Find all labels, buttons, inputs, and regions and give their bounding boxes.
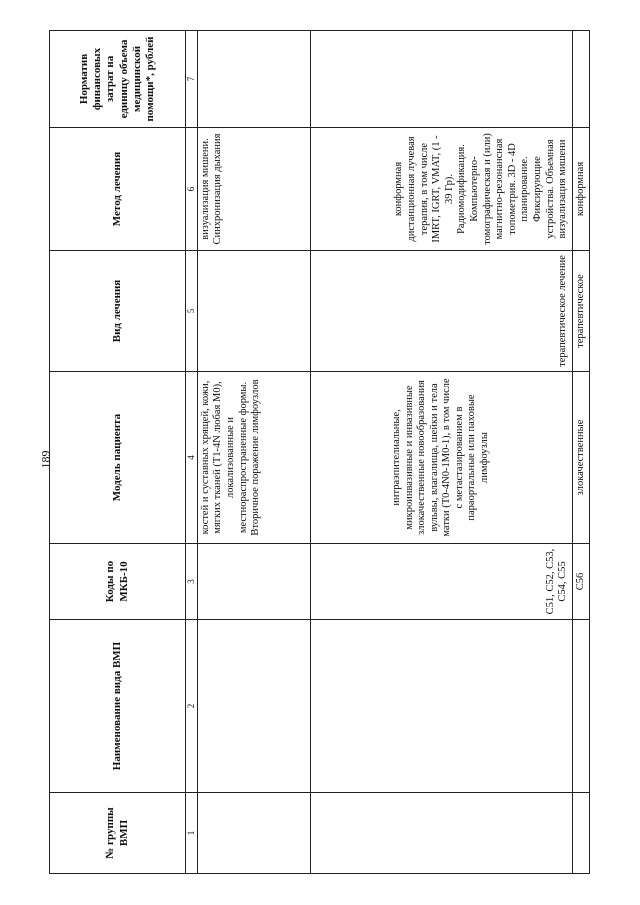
- cell-icd-codes: C56: [572, 544, 590, 620]
- cell-financial-norm: [310, 31, 572, 128]
- column-number: 6: [186, 128, 198, 251]
- cell-treatment-type: [197, 251, 310, 372]
- cell-patient-model: костей и суставных хрящей, кожи, мягких тканей (T1-4N любая M0), локализованные и местнораспространенные формы. Вторичное поражение лимфоузлов: [197, 372, 310, 544]
- cell-treatment-type: терапевтическое лечение: [310, 251, 572, 372]
- header-row: [50, 31, 186, 874]
- cell-vmp-name: [310, 620, 572, 793]
- header-patient-model: Модель пациента: [50, 372, 186, 544]
- cell-financial-norm: [572, 31, 590, 128]
- cell-treatment-method: визуализация мишени. Синхронизация дыхания: [197, 128, 310, 251]
- cell-vmp-name: [197, 620, 310, 793]
- cell-financial-norm: [197, 31, 310, 128]
- header-financial-norm: Норматив финансовых затрат на единицу объема медицинской помощи*, рублей: [50, 31, 186, 128]
- header-group-number: № группы ВМП: [50, 793, 186, 874]
- cell-patient-model: злокачественные: [572, 372, 590, 544]
- cell-treatment-method: конформная: [572, 128, 590, 251]
- table-row: [572, 31, 590, 874]
- cell-treatment-type: терапевтическое: [572, 251, 590, 372]
- column-number: 1: [186, 793, 198, 874]
- rotated-table-container: [49, 31, 597, 874]
- header-vmp-name: Наименование вида ВМП: [50, 620, 186, 793]
- header-treatment-method: Метод лечения: [50, 128, 186, 251]
- cell-group-number: [310, 793, 572, 874]
- header-treatment-type: Вид лечения: [50, 251, 186, 372]
- cell-vmp-name: [572, 620, 590, 793]
- cell-treatment-method: конформная дистанционная лучевая терапия, в том числе IMRT, IGRT, VMAT, (1 - 39 Гр). Радиомодификация. Компьютерно-томографическая и (или) магнитно-резонансная топометрия. 3D - 4D планирование. Фиксирующие устройства. Объемная визуализация мишени: [310, 128, 572, 251]
- cell-icd-codes: [197, 544, 310, 620]
- cell-icd-codes: C51, C52, C53, C54, C55: [310, 544, 572, 620]
- cell-patient-model: интраэпителиальные, микроинвазивные и инвазивные злокачественные новообразования вульвы, влагалища, шейки и тела матки (T0-4N0-1M0-1), в том числе с метастазированием в параортальные или паховые лимфоузлы: [310, 372, 572, 544]
- column-number: 3: [186, 544, 198, 620]
- table-row: [197, 31, 310, 874]
- table-row: [310, 31, 572, 874]
- column-number: 5: [186, 251, 198, 372]
- column-number: 4: [186, 372, 198, 544]
- column-number: 2: [186, 620, 198, 793]
- cell-group-number: [572, 793, 590, 874]
- column-number: 7: [186, 31, 198, 128]
- column-number-row: [186, 31, 198, 874]
- cell-group-number: [197, 793, 310, 874]
- page-number: 189: [38, 450, 53, 469]
- vmp-table: [49, 30, 590, 874]
- header-icd-codes: Коды по МКБ-10: [50, 544, 186, 620]
